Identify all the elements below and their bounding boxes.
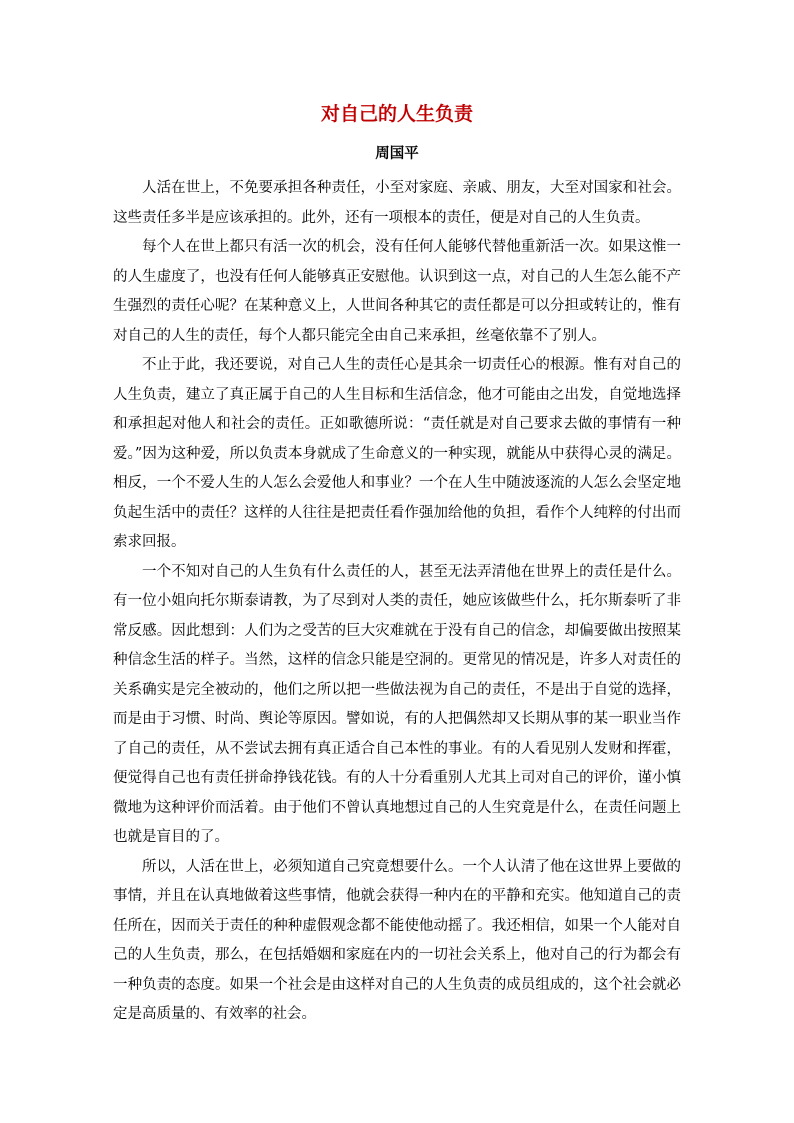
- paragraph-5: 所以，人活在世上，必须知道自己究竟想要什么。一个人认清了他在这世界上要做的事情，并且在认真地做着这些事情，他就会获得一种内在的平静和充实。他知道自己的责任所在，因而关于责任的种种虚假观念都不能使他动摇了。我还相信，如果一个人能对自己的人生负责，那么，在包括婚姻和家庭在内的一切社会关系上，他对自己的行为都会有一种负责的态度。如果一个社会是由这样对自己的人生负责的成员组成的，这个社会就必定是高质量的、有效率的社会。: [113, 858, 681, 1022]
- paragraph-4: 一个不知对自己的人生负有什么责任的人，甚至无法弄清他在世界上的责任是什么。有一位小姐向托尔斯泰请教，为了尽到对人类的责任，她应该做些什么，托尔斯泰听了非常反感。因此想到：人们为之受苦的巨大灾难就在于没有自己的信念，却偏要做出按照某种信念生活的样子。当然，这样的信念只能是空洞的。更常见的情况是，许多人对责任的关系确实是完全被动的，他们之所以把一些做法视为自己的责任，不是出于自觉的选择，而是由于习惯、时尚、舆论等原因。譬如说，有的人把偶然却又长期从事的某一职业当作了自己的责任，从不尝试去拥有真正适合自己本性的事业。有的人看见别人发财和挥霍，便觉得自己也有责任拼命挣钱花钱。有的人十分看重别人尤其上司对自己的评价，谨小慎微地为这种评价而活着。由于他们不曾认真地想过自己的人生究竟是什么，在责任问题上也就是盲目的了。: [113, 563, 681, 845]
- article-author: 周国平: [375, 145, 419, 162]
- article-title: 对自己的人生负责: [320, 103, 473, 125]
- paragraph-2: 每个人在世上都只有活一次的机会，没有任何人能够代替他重新活一次。如果这惟一的人生虚度了，也没有任何人能够真正安慰他。认识到这一点，对自己的人生怎么能不产生强烈的责任心呢？在某种意义上，人世间各种其它的责任都是可以分担或转让的，惟有对自己的人生的责任，每个人都只能完全由自己来承担，丝毫依靠不了别人。: [113, 239, 681, 344]
- document-page: [113, 100, 681, 1030]
- paragraph-3: 不止于此，我还要说，对自己人生的责任心是其余一切责任心的根源。惟有对自己的人生负责，建立了真正属于自己的人生目标和生活信念，他才可能由之出发，自觉地选择和承担起对他人和社会的责任。正如歌德所说：“责任就是对自己要求去做的事情有一种爱。”因为这种爱，所以负责本身就成了生命意义的一种实现，就能从中获得心灵的满足。相反，一个不爱人生的人怎么会爱他人和事业？一个在人生中随波逐流的人怎么会坚定地负起生活中的责任？这样的人往往是把责任看作强加给他的负担，看作个人纯粹的付出而索求回报。: [113, 357, 681, 550]
- paragraph-1: 人活在世上，不免要承担各种责任，小至对家庭、亲戚、朋友，大至对国家和社会。这些责任多半是应该承担的。此外，还有一项根本的责任，便是对自己的人生负责。: [113, 180, 681, 226]
